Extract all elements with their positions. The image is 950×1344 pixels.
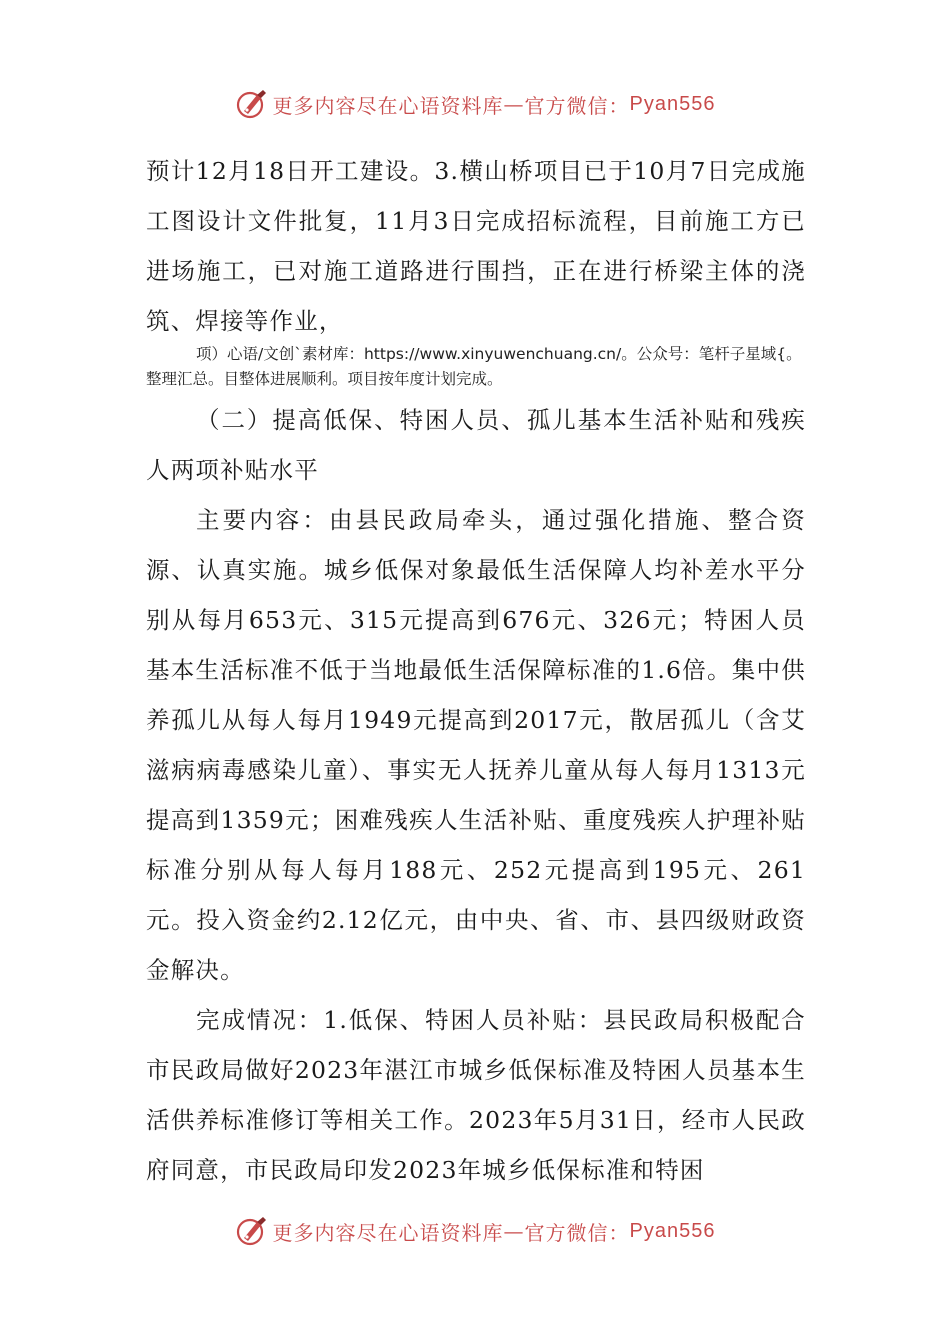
watermark-dash: —	[503, 92, 525, 116]
paragraph-completion: 完成情况：1.低保、特困人员补贴：县民政局积极配合市民政局做好2023年湛江市城乡低保标准及特困人员基本生活供养标准修订等相关工作。2023年5月31日，经市人民政府同意，市民政局印发2023年城乡低保标准和特困	[146, 1006, 806, 1184]
watermark-site-text: 更多内容尽在心语资料库	[272, 93, 504, 118]
paragraph-project-progress: 预计12月18日开工建设。3.横山桥项目已于10月7日完成施工图设计文件批复，11月3日完成招标流程，目前施工方已进场施工，已对施工道路进行围挡，正在进行桥梁主体的浇筑、焊接等作业，	[146, 157, 806, 335]
document-body-main	[146, 395, 806, 1195]
watermark-wechat-label: 官方微信：	[524, 93, 630, 118]
overlay-note: 项）心语/文创`素材库：https://www.xinyuwenchuang.cn/。公众号：笔杆子星域{。整理汇总。目整体进展顺利。项目按年度计划完成。	[146, 345, 802, 388]
document-body-top	[146, 146, 806, 346]
pen-nib-seal-icon	[235, 87, 269, 121]
section-heading: （二）提高低保、特困人员、孤儿基本生活补贴和残疾人两项补贴水平	[146, 406, 806, 484]
paragraph-main-content: 主要内容：由县民政局牵头，通过强化措施、整合资源、认真实施。城乡低保对象最低生活保障人均补差水平分别从每月653元、315元提高到676元、326元；特困人员基本生活标准不低于当地最低生活保障标准的1.6倍。集中供养孤儿从每人每月1949元提高到2017元，散居孤儿（含艾滋病病毒感染儿童）、事实无人抚养儿童从每人每月1313元提高到1359元；困难残疾人生活补贴、重度残疾人护理补贴标准分别从每人每月188元、252元提高到195元、261元。投入资金约2.12亿元，由中央、省、市、县四级财政资金解决。	[146, 506, 806, 984]
pen-nib-seal-icon	[235, 1214, 269, 1248]
watermark-wechat-id: Pyan556	[629, 92, 716, 115]
watermark-wechat-label: 官方微信：	[524, 1220, 630, 1245]
watermark-dash: —	[503, 1219, 525, 1243]
footer-watermark	[0, 1211, 950, 1251]
watermark-wechat-id: Pyan556	[629, 1219, 716, 1242]
watermark-site-text: 更多内容尽在心语资料库	[272, 1220, 504, 1245]
header-watermark	[0, 84, 950, 124]
